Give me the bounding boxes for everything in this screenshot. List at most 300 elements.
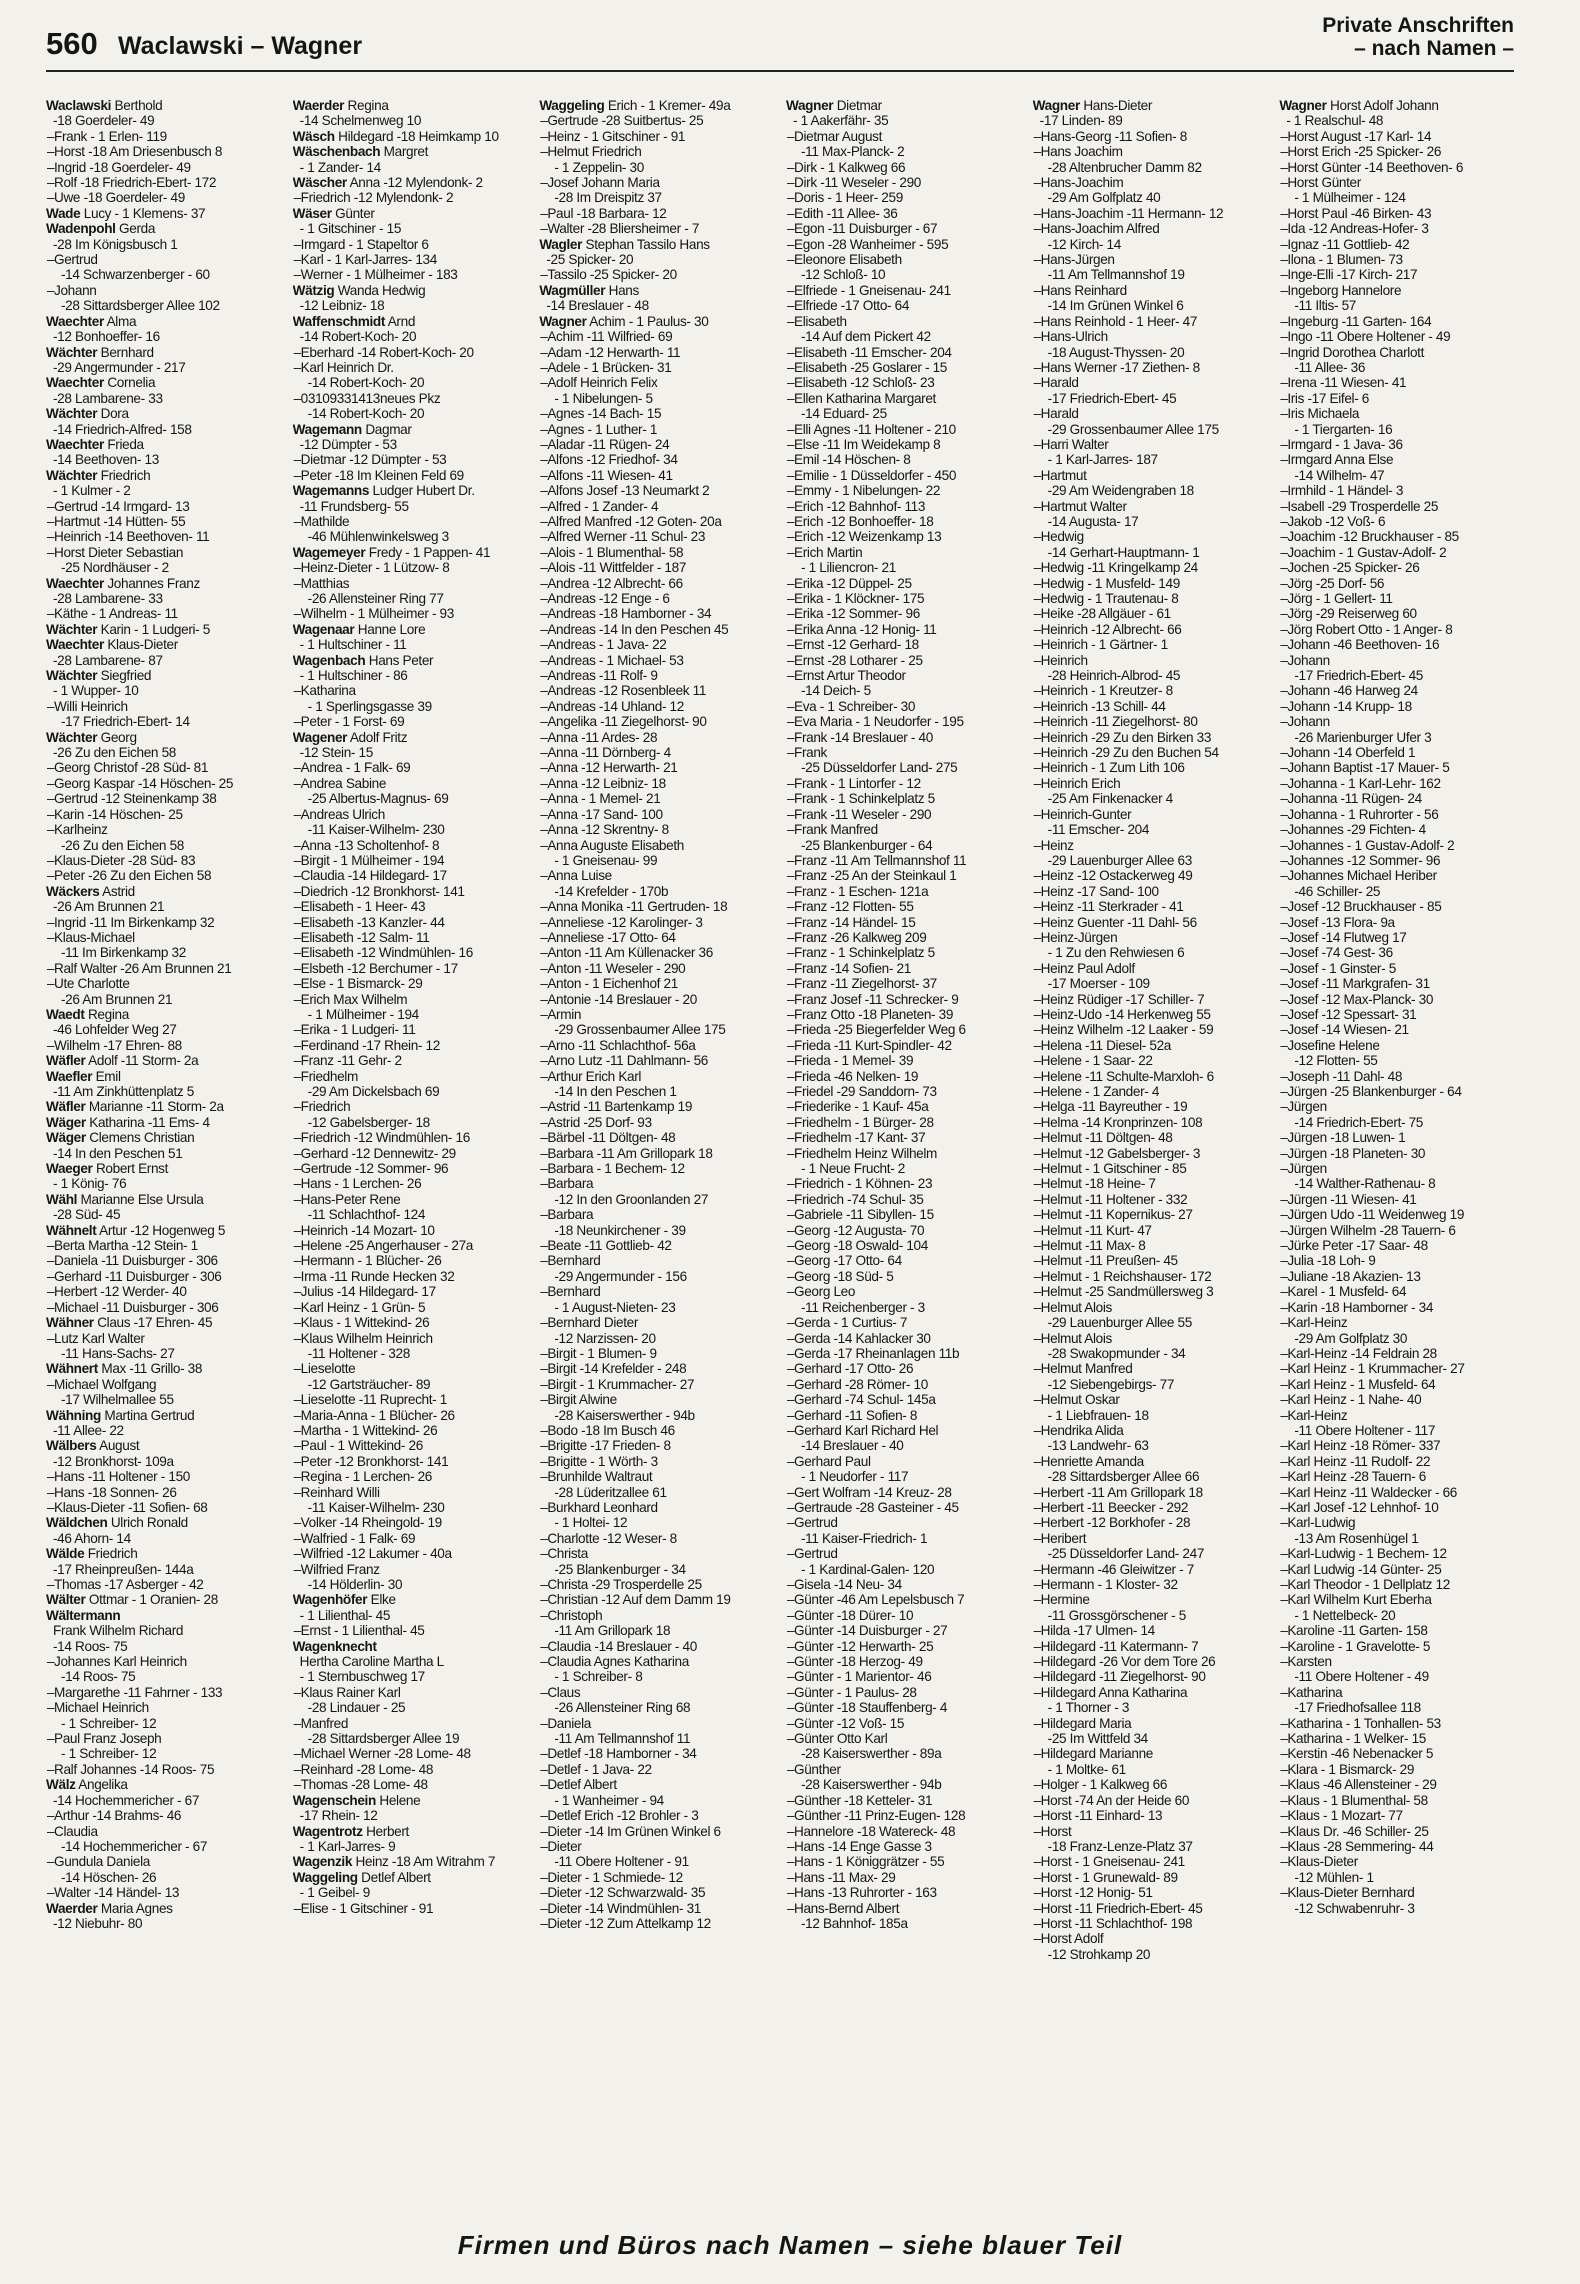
entry-person: Jürgen -18 Planeten- 30 — [1287, 1145, 1426, 1161]
entry-address-line: -14 Gerhart-Hauptmann- 1 — [1047, 544, 1200, 560]
directory-entry — [1033, 1223, 1268, 1238]
entry-person: Horst -11 Schlachthof- 198 — [1040, 1915, 1193, 1931]
entry-dash: – — [540, 1453, 548, 1469]
entry-person: Brigitte -17 Frieden- 8 — [547, 1438, 671, 1454]
directory-entry — [786, 499, 1021, 514]
entry-surname: Wagenschein — [292, 1792, 376, 1808]
entry-person: Erika - 1 Ludgeri- 11 — [300, 1022, 416, 1038]
entry-dash: – — [293, 513, 301, 529]
entry-person: Gerhard -11 Duisburger - 306 — [54, 1268, 222, 1284]
directory-entry — [1279, 1777, 1514, 1792]
entry-person: Uwe -18 Goerdeler- 49 — [54, 190, 185, 206]
entry-person: Lucy - 1 Klemens- 37 — [83, 205, 206, 221]
entry-surname: Waclawski — [46, 98, 112, 113]
entry-person: Helmut -11 Max- 8 — [1040, 1238, 1146, 1254]
entry-dash: – — [293, 1515, 301, 1531]
entry-surname: Wälbers — [46, 1438, 97, 1454]
entry-dash: – — [1280, 1684, 1288, 1700]
entry-person: Birgit Alwine — [547, 1392, 617, 1408]
directory-entry — [293, 930, 528, 945]
entry-dash: – — [1280, 1407, 1288, 1423]
entry-dash: – — [47, 1684, 55, 1700]
entry-person: Maria Agnes — [100, 1900, 173, 1916]
directory-entry — [1033, 1808, 1268, 1823]
directory-entry — [786, 1669, 1021, 1684]
entry-dash: – — [1033, 1885, 1041, 1901]
entry-dash: – — [1280, 1345, 1288, 1361]
directory-entry — [1279, 391, 1514, 406]
entry-person: Erich -12 Bonhoeffer- 18 — [794, 513, 934, 529]
entry-dash: – — [1280, 714, 1288, 730]
directory-entry — [539, 1253, 774, 1284]
entry-address-line: - 1 König- 76 — [53, 1176, 127, 1192]
directory-entry — [293, 899, 528, 914]
entry-surname: Waerder — [46, 1900, 98, 1916]
directory-entry — [46, 1546, 281, 1577]
directory-entry — [293, 1038, 528, 1053]
entry-dash: – — [787, 1792, 795, 1808]
entry-dash: – — [540, 1900, 548, 1916]
directory-entry — [46, 822, 281, 853]
entry-dash: – — [787, 1900, 795, 1916]
directory-entry — [1033, 1824, 1268, 1855]
entry-dash: – — [293, 1053, 301, 1069]
entry-dash: – — [540, 929, 548, 945]
entry-person: Angelika — [78, 1777, 128, 1793]
entry-person: Gundula Daniela — [54, 1854, 151, 1870]
entry-person: Anna - 1 Memel- 21 — [547, 791, 661, 807]
entry-person: Georg Christof -28 Süd- 81 — [54, 760, 209, 776]
directory-entry — [786, 298, 1021, 313]
entry-person: Günter - 1 Marientor- 46 — [794, 1669, 932, 1685]
directory-entry — [786, 1592, 1021, 1607]
entry-dash: – — [1033, 1068, 1041, 1084]
entry-dash: – — [540, 1376, 548, 1392]
directory-entry — [293, 961, 528, 976]
entry-dash: – — [1280, 513, 1288, 529]
directory-entry — [539, 267, 774, 282]
directory-entry — [293, 1253, 528, 1268]
entry-dash: – — [540, 128, 548, 144]
entry-dash: – — [1033, 1006, 1041, 1022]
entry-dash: – — [1033, 929, 1041, 945]
directory-entry — [1033, 1669, 1268, 1684]
entry-dash: – — [47, 1037, 55, 1053]
entry-dash: – — [787, 513, 795, 529]
entry-dash: – — [787, 1330, 795, 1346]
entry-dash: – — [293, 1715, 301, 1731]
entry-dash: – — [1033, 1222, 1041, 1238]
entry-dash: – — [293, 1330, 301, 1346]
directory-entry — [46, 1577, 281, 1592]
entry-dash: – — [47, 282, 55, 298]
directory-entry — [539, 1746, 774, 1761]
entry-person: Daniela — [547, 1715, 591, 1731]
entry-dash: – — [1033, 205, 1041, 221]
entry-dash: – — [787, 1715, 795, 1731]
directory-entry — [46, 1608, 281, 1654]
directory-entry — [1279, 483, 1514, 498]
entry-dash: – — [540, 1777, 548, 1793]
entry-surname: Wagler — [539, 236, 583, 252]
entry-dash: – — [1280, 775, 1288, 791]
directory-entry — [1279, 1238, 1514, 1253]
directory-entry — [293, 776, 528, 807]
entry-address-line: -28 Sittardsberger Allee 102 — [61, 298, 220, 314]
entry-person: Franz Otto -18 Planeten- 39 — [794, 1006, 954, 1022]
directory-entry — [1279, 930, 1514, 945]
entry-person: Johann Baptist -17 Mauer- 5 — [1287, 760, 1450, 776]
entry-dash: – — [1280, 1253, 1288, 1269]
entry-person: Josef -12 Bruckhauser - 85 — [1287, 899, 1442, 915]
entry-person: Birgit - 1 Krummacher- 27 — [547, 1376, 695, 1392]
entry-person: Iris -17 Eifel- 6 — [1287, 390, 1370, 406]
entry-person: Irmgard - 1 Stapeltor 6 — [300, 236, 429, 252]
entry-person: Helmut -11 Preußen- 45 — [1040, 1253, 1178, 1269]
directory-entry — [786, 915, 1021, 930]
entry-person: Friedrich -74 Schul- 35 — [794, 1191, 924, 1207]
entry-dash: – — [47, 175, 55, 191]
directory-entry — [539, 483, 774, 498]
entry-person: Johanna - 1 Karl-Lehr- 162 — [1287, 775, 1441, 791]
entry-person: Heinz — [1040, 837, 1074, 853]
directory-entry — [1033, 868, 1268, 883]
entry-person: Beate -11 Gottlieb- 42 — [547, 1238, 672, 1254]
directory-entry — [786, 1839, 1021, 1854]
entry-person: Josef -74 Gest- 36 — [1287, 945, 1393, 961]
entry-dash: – — [1033, 1900, 1041, 1916]
directory-entry — [1033, 838, 1268, 869]
entry-dash: – — [540, 375, 548, 391]
directory-entry — [293, 514, 528, 545]
directory-entry — [1033, 1854, 1268, 1869]
entry-dash: – — [1033, 252, 1041, 268]
directory-entry — [293, 391, 528, 422]
entry-person: Georg Leo — [794, 1284, 856, 1300]
entry-address-line: - 1 Liebfrauen- 18 — [1047, 1407, 1149, 1423]
entry-dash: – — [293, 359, 301, 375]
directory-entry — [786, 437, 1021, 452]
directory-entry — [293, 175, 528, 190]
entry-dash: – — [47, 1284, 55, 1300]
entry-dash: – — [1033, 1284, 1041, 1300]
entry-person: Josef Johann Maria — [547, 175, 660, 191]
entry-address-line: -14 Friedrich-Alfred- 158 — [53, 421, 192, 437]
entry-person: Dieter - 1 Schmiede- 12 — [547, 1869, 683, 1885]
entry-person: Bernhard — [100, 344, 154, 360]
entry-dash: – — [787, 452, 795, 468]
entry-person: Horst — [1040, 1823, 1072, 1839]
entry-person: Heinrich -13 Schill- 44 — [1040, 698, 1166, 714]
entry-person: Günter -18 Dürer- 10 — [794, 1607, 914, 1623]
entry-person: Hans-Joachim -11 Hermann- 12 — [1040, 205, 1224, 221]
entry-dash: – — [1280, 822, 1288, 838]
entry-address-line: - 1 Hultschiner - 11 — [299, 637, 407, 653]
directory-entry — [786, 221, 1021, 236]
entry-address-line: -29 Grossenbaumer Allee 175 — [554, 1022, 726, 1038]
entry-address-line: -11 Obere Holtener - 49 — [1294, 1669, 1429, 1685]
entry-address-line: -25 Im Wittfeld 34 — [1047, 1731, 1148, 1747]
entry-dash: – — [1280, 683, 1288, 699]
directory-entry — [46, 345, 281, 376]
entry-address-line: - 1 Mülheimer - 124 — [1294, 190, 1406, 206]
entry-dash: – — [787, 698, 795, 714]
directory-entry — [786, 1207, 1021, 1222]
entry-dash: – — [540, 467, 548, 483]
directory-entry — [539, 545, 774, 560]
entry-person: Clemens Christian — [89, 1130, 195, 1146]
entry-surname: Wagmüller — [539, 282, 606, 298]
entry-person: Günther -11 Prinz-Eugen- 128 — [794, 1808, 966, 1824]
directory-entry — [786, 1485, 1021, 1500]
entry-person: Friedrich -12 Windmühlen- 16 — [300, 1130, 470, 1146]
entry-dash: – — [293, 606, 301, 622]
entry-dash: – — [787, 1422, 795, 1438]
entry-person: Karl Ludwig -14 Günter- 25 — [1287, 1561, 1442, 1577]
entry-dash: – — [293, 190, 301, 206]
directory-entry — [46, 1685, 281, 1700]
entry-address-line: -28 Heinrich-Albrod- 45 — [1047, 668, 1181, 684]
entry-dash: – — [540, 1392, 548, 1408]
entry-address-line: -46 Mühlenwinkelsweg 3 — [307, 529, 449, 545]
directory-entry — [1279, 1207, 1514, 1222]
entry-address-line: - 1 Neue Frucht- 2 — [801, 1161, 906, 1177]
entry-person: Erika Anna -12 Honig- 11 — [794, 621, 937, 637]
directory-entry — [1279, 1038, 1514, 1069]
entry-person: Hedwig - 1 Musfeld- 149 — [1040, 575, 1180, 591]
entry-dash: – — [1033, 899, 1041, 915]
directory-entry — [1279, 283, 1514, 314]
directory-entry — [1033, 560, 1268, 575]
entry-person: Helmut -11 Döltgen- 48 — [1040, 1130, 1173, 1146]
entry-person: Karin - 1 Ludgeri- 5 — [100, 621, 210, 637]
entry-person: Franz - 1 Schinkelplatz 5 — [794, 945, 935, 961]
directory-entry — [539, 868, 774, 899]
directory-entry — [786, 129, 1021, 160]
directory-entry — [1033, 730, 1268, 745]
directory-entry — [293, 1192, 528, 1223]
entry-address-line: -11 Max-Planck- 2 — [801, 144, 905, 160]
entry-dash: – — [787, 1808, 795, 1824]
directory-entry — [1279, 1161, 1514, 1192]
entry-dash: – — [293, 976, 301, 992]
entry-address-line: - 1 Gneisenau- 99 — [554, 852, 658, 868]
directory-entry — [1033, 252, 1268, 283]
entry-dash: – — [47, 252, 55, 268]
entry-person: Helmut Manfred — [1040, 1361, 1133, 1377]
entry-person: Anna -11 Dörnberg- 4 — [547, 745, 671, 761]
entry-person: Margret — [383, 144, 429, 160]
entry-person: Helene -25 Angerhauser - 27a — [300, 1238, 473, 1254]
entry-surname: Wagemann — [292, 421, 362, 437]
directory-entry — [1279, 1099, 1514, 1130]
entry-person: Heinrich -14 Beethoven- 11 — [54, 529, 210, 545]
entry-dash: – — [1033, 637, 1041, 653]
entry-person: Gerhard -17 Otto- 26 — [794, 1361, 914, 1377]
entry-address-line: -26 Am Brunnen 21 — [61, 991, 173, 1007]
entry-person: Hans Reinhard — [1040, 282, 1127, 298]
entry-dash: – — [1280, 837, 1288, 853]
directory-entry — [786, 961, 1021, 976]
directory-entry — [786, 1454, 1021, 1485]
entry-address-line: - 1 Gitschiner - 15 — [299, 221, 402, 237]
entry-person: Heinz -18 Am Witrahm 7 — [355, 1854, 496, 1870]
entry-dash: – — [47, 698, 55, 714]
entry-person: Hans Peter — [368, 652, 434, 668]
entry-dash: – — [787, 1284, 795, 1300]
entry-dash: – — [1033, 698, 1041, 714]
entry-dash: – — [293, 1161, 301, 1177]
entry-person: Georg -18 Oswald- 104 — [794, 1238, 928, 1254]
entry-person: Alfred Werner -11 Schul- 23 — [547, 529, 706, 545]
entry-person: Horst - 1 Gneisenau- 241 — [1040, 1854, 1185, 1870]
entry-dash: – — [293, 560, 301, 576]
entry-dash: – — [540, 637, 548, 653]
entry-address-line: -29 Lauenburger Allee 63 — [1047, 852, 1192, 868]
entry-dash: – — [293, 1900, 301, 1916]
directory-entry — [539, 560, 774, 575]
entry-dash: – — [540, 575, 548, 591]
entry-dash: – — [540, 1715, 548, 1731]
entry-person: Karl-Heinz -14 Feldrain 28 — [1287, 1345, 1437, 1361]
entry-dash: – — [540, 698, 548, 714]
entry-person: Julius -14 Hildegard- 17 — [300, 1284, 436, 1300]
entry-person: Dietmar -12 Dümpter - 53 — [300, 452, 447, 468]
entry-dash: – — [1280, 1546, 1288, 1562]
directory-entry — [293, 683, 528, 714]
entry-person: Helmut - 1 Reichshauser- 172 — [1040, 1268, 1212, 1284]
entry-dash: – — [787, 1607, 795, 1623]
directory-entry — [786, 1824, 1021, 1839]
directory-entry — [293, 1408, 528, 1423]
entry-person: Josef -11 Markgrafen- 31 — [1287, 976, 1430, 992]
entry-dash: – — [540, 806, 548, 822]
entry-dash: – — [293, 1546, 301, 1562]
entry-dash: – — [293, 1777, 301, 1793]
entry-person: Tassilo -25 Spicker- 20 — [547, 267, 677, 283]
directory-entry — [293, 1469, 528, 1484]
directory-entry — [1279, 807, 1514, 822]
entry-person: Frank -14 Breslauer - 40 — [794, 729, 933, 745]
entry-person: Brigitte - 1 Wörth- 3 — [547, 1453, 658, 1469]
entry-dash: – — [47, 914, 55, 930]
directory-entry — [539, 992, 774, 1007]
directory-entry — [786, 730, 1021, 745]
entry-dash: – — [1280, 914, 1288, 930]
directory-entry — [1279, 1346, 1514, 1361]
directory-entry — [46, 1808, 281, 1823]
entry-address-line: -12 Schwabenruhr- 3 — [1294, 1900, 1415, 1916]
directory-entry — [1279, 452, 1514, 483]
directory-entry — [786, 1423, 1021, 1454]
entry-dash: – — [787, 1068, 795, 1084]
directory-entry — [786, 622, 1021, 637]
entry-person: Anna Auguste Elisabeth — [547, 837, 684, 853]
entry-address-line: -12 Niebuhr- 80 — [53, 1915, 143, 1931]
entry-person: Erich Max Wilhelm — [300, 991, 408, 1007]
directory-entry — [786, 714, 1021, 729]
directory-entry — [1279, 237, 1514, 252]
directory-entry — [1279, 838, 1514, 853]
directory-entry — [786, 1223, 1021, 1238]
directory-entry — [1279, 499, 1514, 514]
entry-dash: – — [293, 1746, 301, 1762]
directory-entry — [46, 1854, 281, 1885]
entry-dash: – — [293, 1268, 301, 1284]
entry-person: Lieselotte — [300, 1361, 356, 1377]
entry-person: Ignaz -11 Gottlieb- 42 — [1287, 236, 1410, 252]
directory-entry — [1279, 699, 1514, 714]
directory-entry — [1033, 1099, 1268, 1114]
entry-dash: – — [787, 914, 795, 930]
directory-entry — [539, 1901, 774, 1916]
entry-dash: – — [787, 1546, 795, 1562]
entry-person: Reinhard -28 Lome- 48 — [300, 1761, 434, 1777]
entry-surname: Wagemeyer — [292, 544, 366, 560]
directory-entry — [1279, 622, 1514, 637]
entry-dash: – — [293, 236, 301, 252]
entry-surname: Wäfler — [46, 1053, 86, 1069]
entry-dash: – — [787, 637, 795, 653]
directory-column-1 — [46, 98, 281, 2180]
entry-person: Friedrich -12 Mylendonk- 2 — [300, 190, 454, 206]
entry-person: Frieda - 1 Memel- 39 — [794, 1053, 914, 1069]
directory-entry — [46, 1300, 281, 1315]
entry-person: Karl Heinz - 1 Musfeld- 64 — [1287, 1376, 1436, 1392]
entry-person: Heinz-Dieter - 1 Lützow- 8 — [300, 560, 450, 576]
entry-address-line: -14 Hochemmericher - 67 — [61, 1838, 208, 1854]
directory-entry — [293, 1854, 528, 1869]
directory-entry — [293, 206, 528, 237]
entry-dash: – — [787, 436, 795, 452]
entry-surname: Waggeling — [292, 1869, 358, 1885]
entry-dash: – — [1033, 914, 1041, 930]
entry-person: Daniela -11 Duisburger - 306 — [54, 1253, 218, 1269]
entry-dash: – — [47, 1731, 55, 1747]
entry-address-line: -25 Blankenburger - 34 — [554, 1561, 686, 1577]
directory-entry — [46, 468, 281, 499]
entry-person: Peter -18 Im Kleinen Feld 69 — [300, 467, 464, 483]
directory-entry — [293, 1777, 528, 1792]
entry-dash: – — [1033, 1684, 1041, 1700]
entry-dash: – — [1280, 852, 1288, 868]
entry-dash: – — [787, 1669, 795, 1685]
directory-entry — [293, 252, 528, 267]
entry-surname: Wagner — [539, 313, 587, 329]
section-title-line-2: – nach Namen – — [1354, 37, 1514, 60]
entry-person: Josef -13 Flora- 9a — [1287, 914, 1395, 930]
entry-dash: – — [540, 591, 548, 606]
entry-person: Friedrich — [87, 1546, 138, 1562]
entry-address-line: - 1 Mülheimer - 194 — [307, 1006, 419, 1022]
entry-dash: – — [540, 1130, 548, 1146]
directory-entry — [293, 976, 528, 991]
entry-dash: – — [1280, 329, 1288, 345]
entry-person: Helmut -12 Gabelsberger- 3 — [1040, 1145, 1201, 1161]
entry-dash: – — [787, 375, 795, 391]
directory-entry — [46, 1053, 281, 1068]
directory-entry — [1033, 1777, 1268, 1792]
entry-person: Agnes -14 Bach- 15 — [547, 406, 662, 422]
entry-dash: – — [787, 1577, 795, 1592]
entry-person: Helga -11 Bayreuther - 19 — [1040, 1099, 1188, 1115]
directory-entry — [1033, 1515, 1268, 1530]
directory-entry — [786, 1130, 1021, 1145]
directory-entry — [46, 1885, 281, 1900]
entry-person: Birgit - 1 Blumen- 9 — [547, 1345, 657, 1361]
directory-entry — [786, 1099, 1021, 1114]
entry-person: Heinrich -11 Ziegelhorst- 80 — [1040, 714, 1198, 730]
